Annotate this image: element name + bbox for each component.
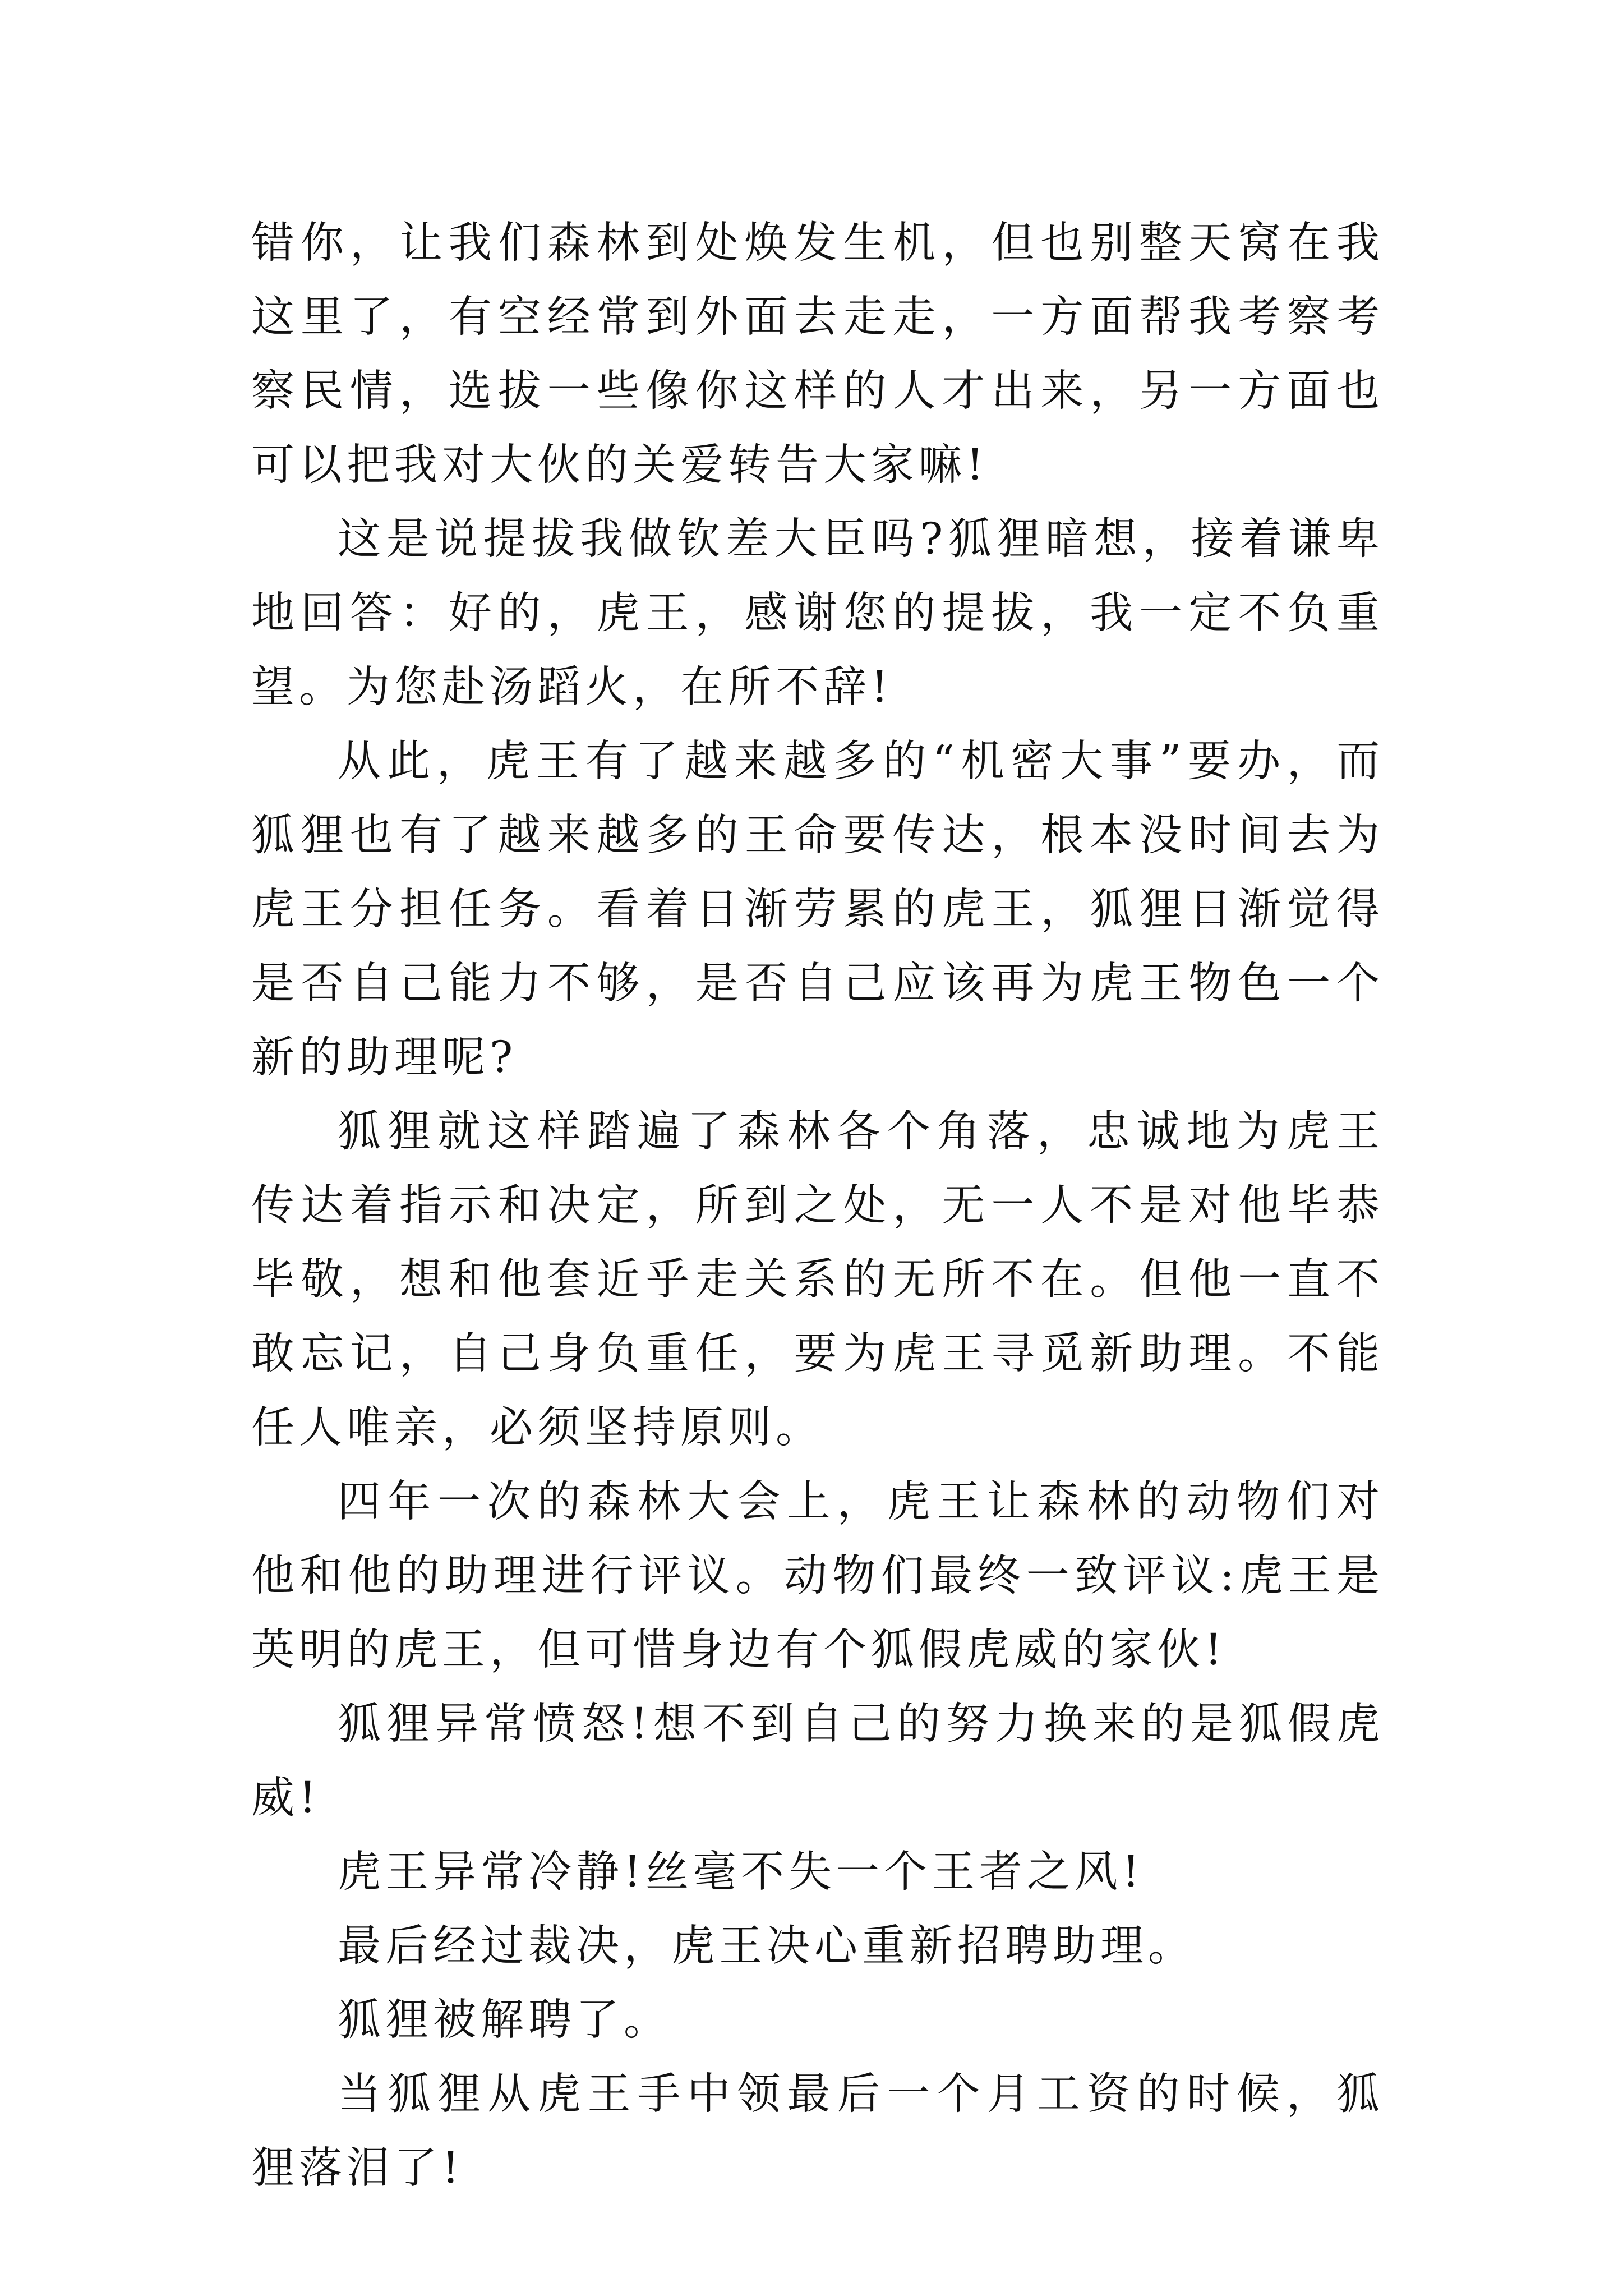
paragraph-7: 虎王异常冷静!丝毫不失一个王者之风! [338,1847,1144,1897]
paragraph-6: 狐狸异常愤怒!想不到自己的努力换来的是狐假虎威! [251,1699,1384,1823]
paragraph-8: 最后经过裁决，虎王决心重新招聘助理。 [338,1921,1196,1971]
paragraph-1: 错你，让我们森林到处焕发生机，但也别整天窝在我这里了，有空经常到外面去走走，一方面帮我考察考察民情，选拔一些像你这样的人才出来，另一方面也可以把我对大伙的关爱转告大家嘛! [251,218,1384,490]
paragraph-5: 四年一次的森林大会上，虎王让森林的动物们对他和他的助理进行评议。动物们最终一致评议:虎王是英明的虎王，但可惜身边有个狐假虎威的家伙! [251,1477,1384,1675]
paragraph-4: 狐狸就这样踏遍了森林各个角落，忠诚地为虎王传达着指示和决定，所到之处，无一人不是对他毕恭毕敬，想和他套近乎走关系的无所不在。但他一直不敢忘记，自己身负重任，要为虎王寻觅新助理。不能任人唯亲，必须坚持原则。 [251,1107,1384,1453]
paragraph-10: 当狐狸从虎王手中领最后一个月工资的时候，狐狸落泪了! [251,2069,1384,2193]
paragraph-2: 这是说提拔我做钦差大臣吗?狐狸暗想，接着谦卑地回答：好的，虎王，感谢您的提拔，我一定不负重望。为您赴汤蹈火，在所不辞! [251,514,1384,712]
paragraph-3: 从此，虎王有了越来越多的“机密大事”要办，而狐狸也有了越来越多的王命要传达，根本没时间去为虎王分担任务。看着日渐劳累的虎王，狐狸日渐觉得是否自己能力不够，是否自己应该再为虎王物色一个新的助理呢? [251,737,1384,1083]
document-body [251,206,1384,2206]
paragraph-9: 狐狸被解聘了。 [338,1995,671,2045]
